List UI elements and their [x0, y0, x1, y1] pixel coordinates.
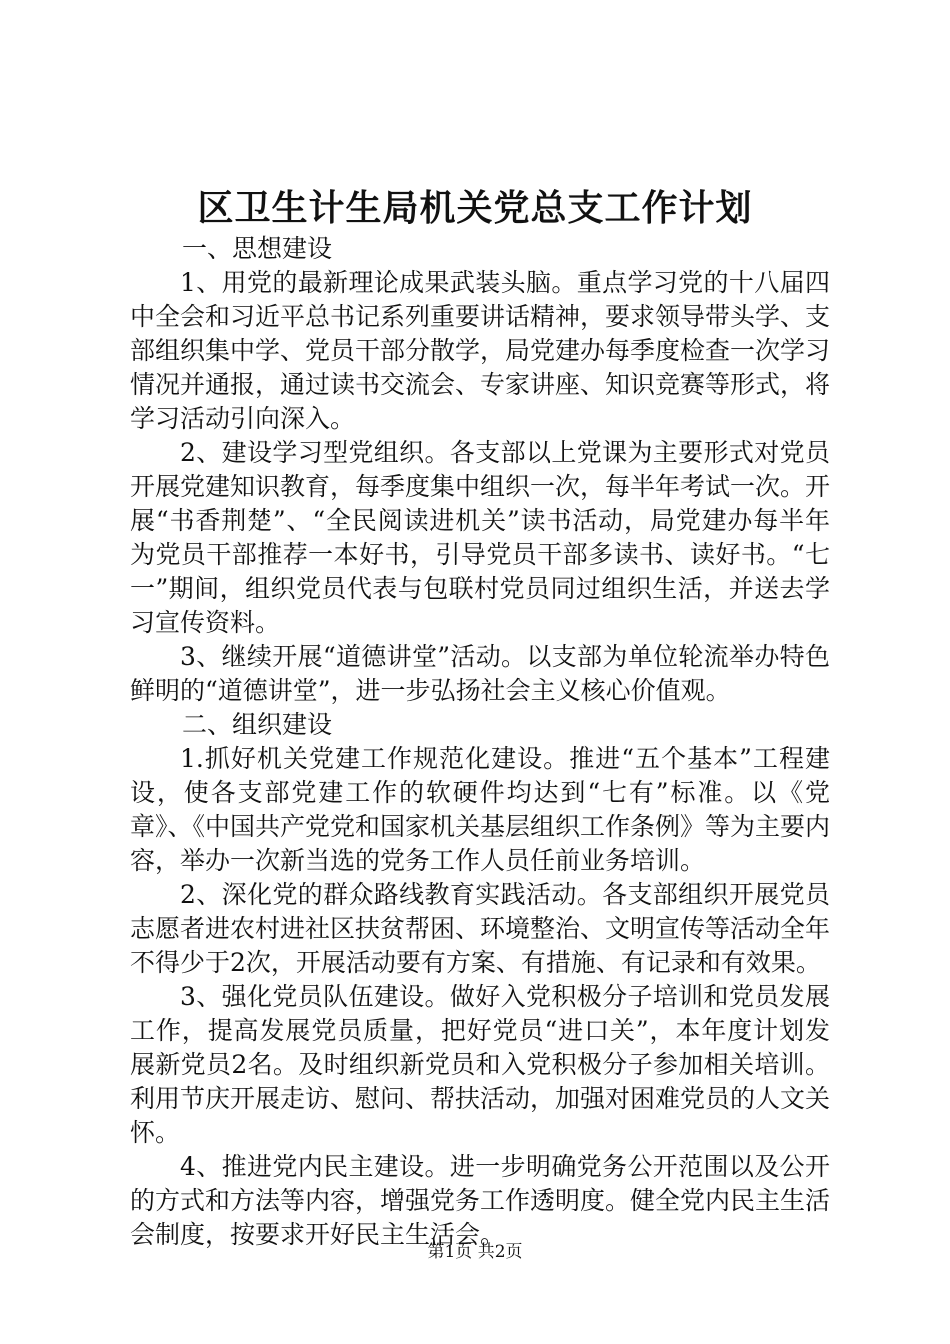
- paragraph: 2、建设学习型党组织。各支部以上党课为主要形式对党员开展党建知识教育，每季度集中组织一次，每半年考试一次。开展“书香荆楚”、“全民阅读进机关”读书活动，局党建办每半年为党员干部推荐一本好书，引导党员干部多读书、读好书。“七一”期间，组织党员代表与包联村党员同过组织生活，并送去学习宣传资料。: [130, 438, 831, 637]
- paragraph: 3、继续开展“道德讲堂”活动。以支部为单位轮流举办特色鲜明的“道德讲堂”，进一步弘扬社会主义核心价值观。: [130, 642, 830, 705]
- section-heading: 一、思想建设: [182, 234, 333, 263]
- section-heading: 二、组织建设: [182, 710, 333, 739]
- paragraph: 4、推进党内民主建设。进一步明确党务公开范围以及公开的方式和方法等内容，增强党务工作透明度。健全党内民主生活会制度，按要求开好民主生活会。: [130, 1152, 831, 1249]
- paragraph: 2、深化党的群众路线教育实践活动。各支部组织开展党员志愿者进农村进社区扶贫帮困、环境整治、文明宣传等活动全年不得少于2次，开展活动要有方案、有措施、有记录和有效果。: [130, 880, 831, 977]
- paragraph: 1.抓好机关党建工作规范化建设。推进“五个基本”工程建设，使各支部党建工作的软硬件均达到“七有”标准。以《党章》、《中国共产党党和国家机关基层组织工作条例》等为主要内容，举办一次新当选的党务工作人员任前业务培训。: [130, 744, 831, 875]
- paragraph: 3、强化党员队伍建设。做好入党积极分子培训和党员发展工作，提高发展党员质量，把好党员“进口关”，本年度计划发展新党员2名。及时组织新党员和入党积极分子参加相关培训。利用节庆开展走访、慰问、帮扶活动，加强对困难党员的人文关怀。: [130, 982, 831, 1147]
- page-footer: 第1页 共2页: [427, 1242, 523, 1262]
- document-body: [130, 232, 830, 1252]
- paragraph: 1、用党的最新理论成果武装头脑。重点学习党的十八届四中全会和习近平总书记系列重要讲话精神，要求领导带头学、支部组织集中学、党员干部分散学，局党建办每季度检查一次学习情况并通报，通过读书交流会、专家讲座、知识竞赛等形式，将学习活动引向深入。: [130, 268, 831, 433]
- document-title: 区卫生计生局机关党总支工作计划: [197, 187, 753, 229]
